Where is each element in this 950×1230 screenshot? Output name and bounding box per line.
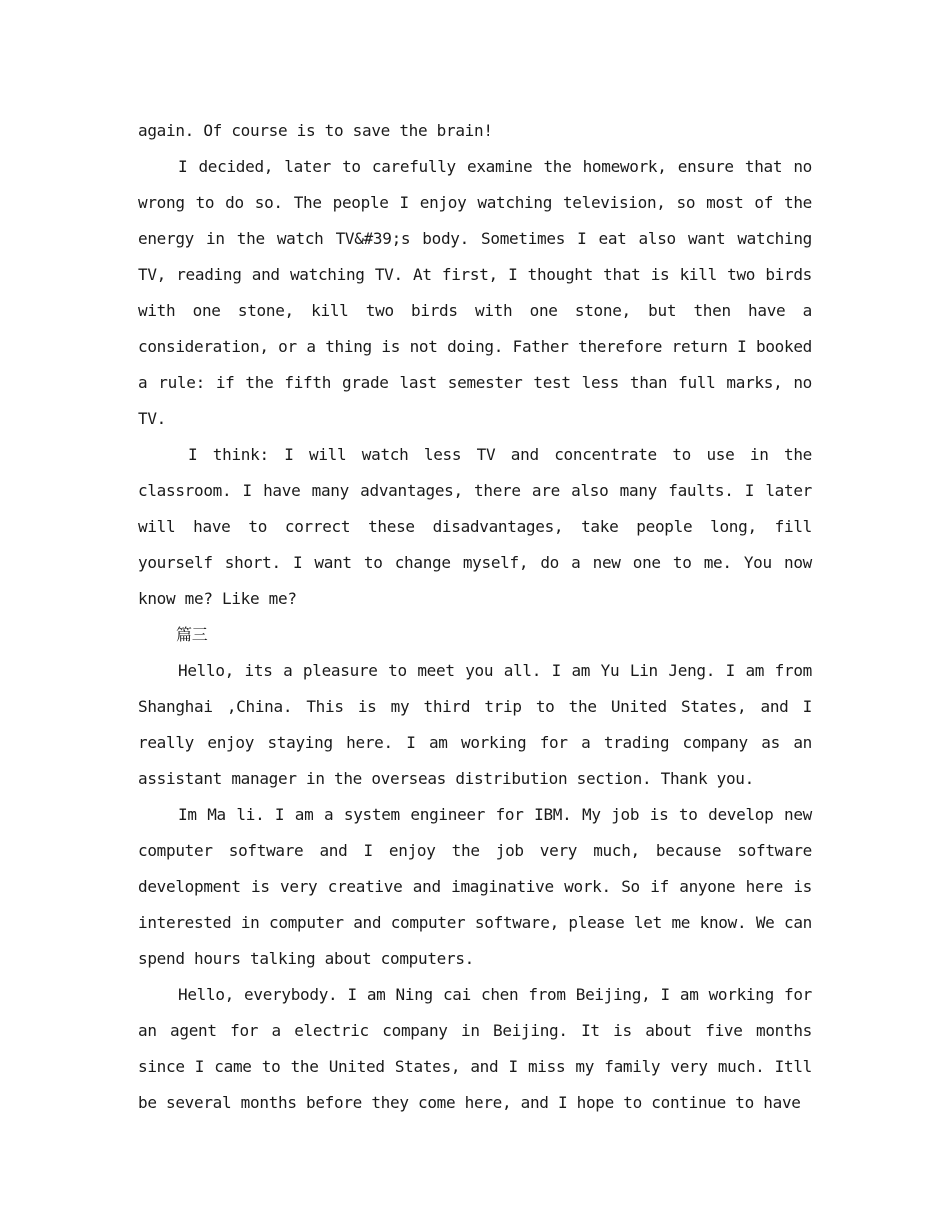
paragraph-homework: I decided, later to carefully examine the homework, ensure that no wrong to do so. The people I enjoy watching television, so most of the energy in the watch TV&#39;s body. Sometimes I eat also want watching TV, reading and watching TV. At first, I thought that is kill two birds with one stone, kill two birds with one stone, but then have a consideration, or a thing is not doing. Father therefore return I booked a rule: if the fifth grade last semester test less than full marks, no TV. xyxy=(138,157,812,428)
paragraph-introduction-yu-lin-jeng: Hello, its a pleasure to meet you all. I am Yu Lin Jeng. I am from Shanghai ,China. This is my third trip to the United States, and I really enjoy staying here. I am working for a trading company as an assistant manager in the overseas distribution section. Thank you. xyxy=(138,661,812,788)
paragraph-introduction-ma-li: Im Ma li. I am a system engineer for IBM. My job is to develop new computer software and I enjoy the job very much, because software development is very creative and imaginative work. So if anyone here is interested in computer and computer software, please let me know. We can spend hours talking about computers. xyxy=(138,805,812,968)
paragraph-self-improvement: I think: I will watch less TV and concentrate to use in the classroom. I have many advantages, there are also many faults. I later will have to correct these disadvantages, take people long, fill yourself short. I want to change myself, do a new one to me. You now know me? Like me? xyxy=(138,445,812,608)
paragraph-continuation: again. Of course is to save the brain! xyxy=(138,121,493,140)
document-body xyxy=(138,113,812,1121)
section-heading: 篇三 xyxy=(176,625,208,644)
paragraph-introduction-ning-cai-chen: Hello, everybody. I am Ning cai chen from Beijing, I am working for an agent for a electric company in Beijing. It is about five months since I came to the United States, and I miss my family very much. Itll be several months before they come here, and I hope to continue to have xyxy=(138,985,812,1112)
